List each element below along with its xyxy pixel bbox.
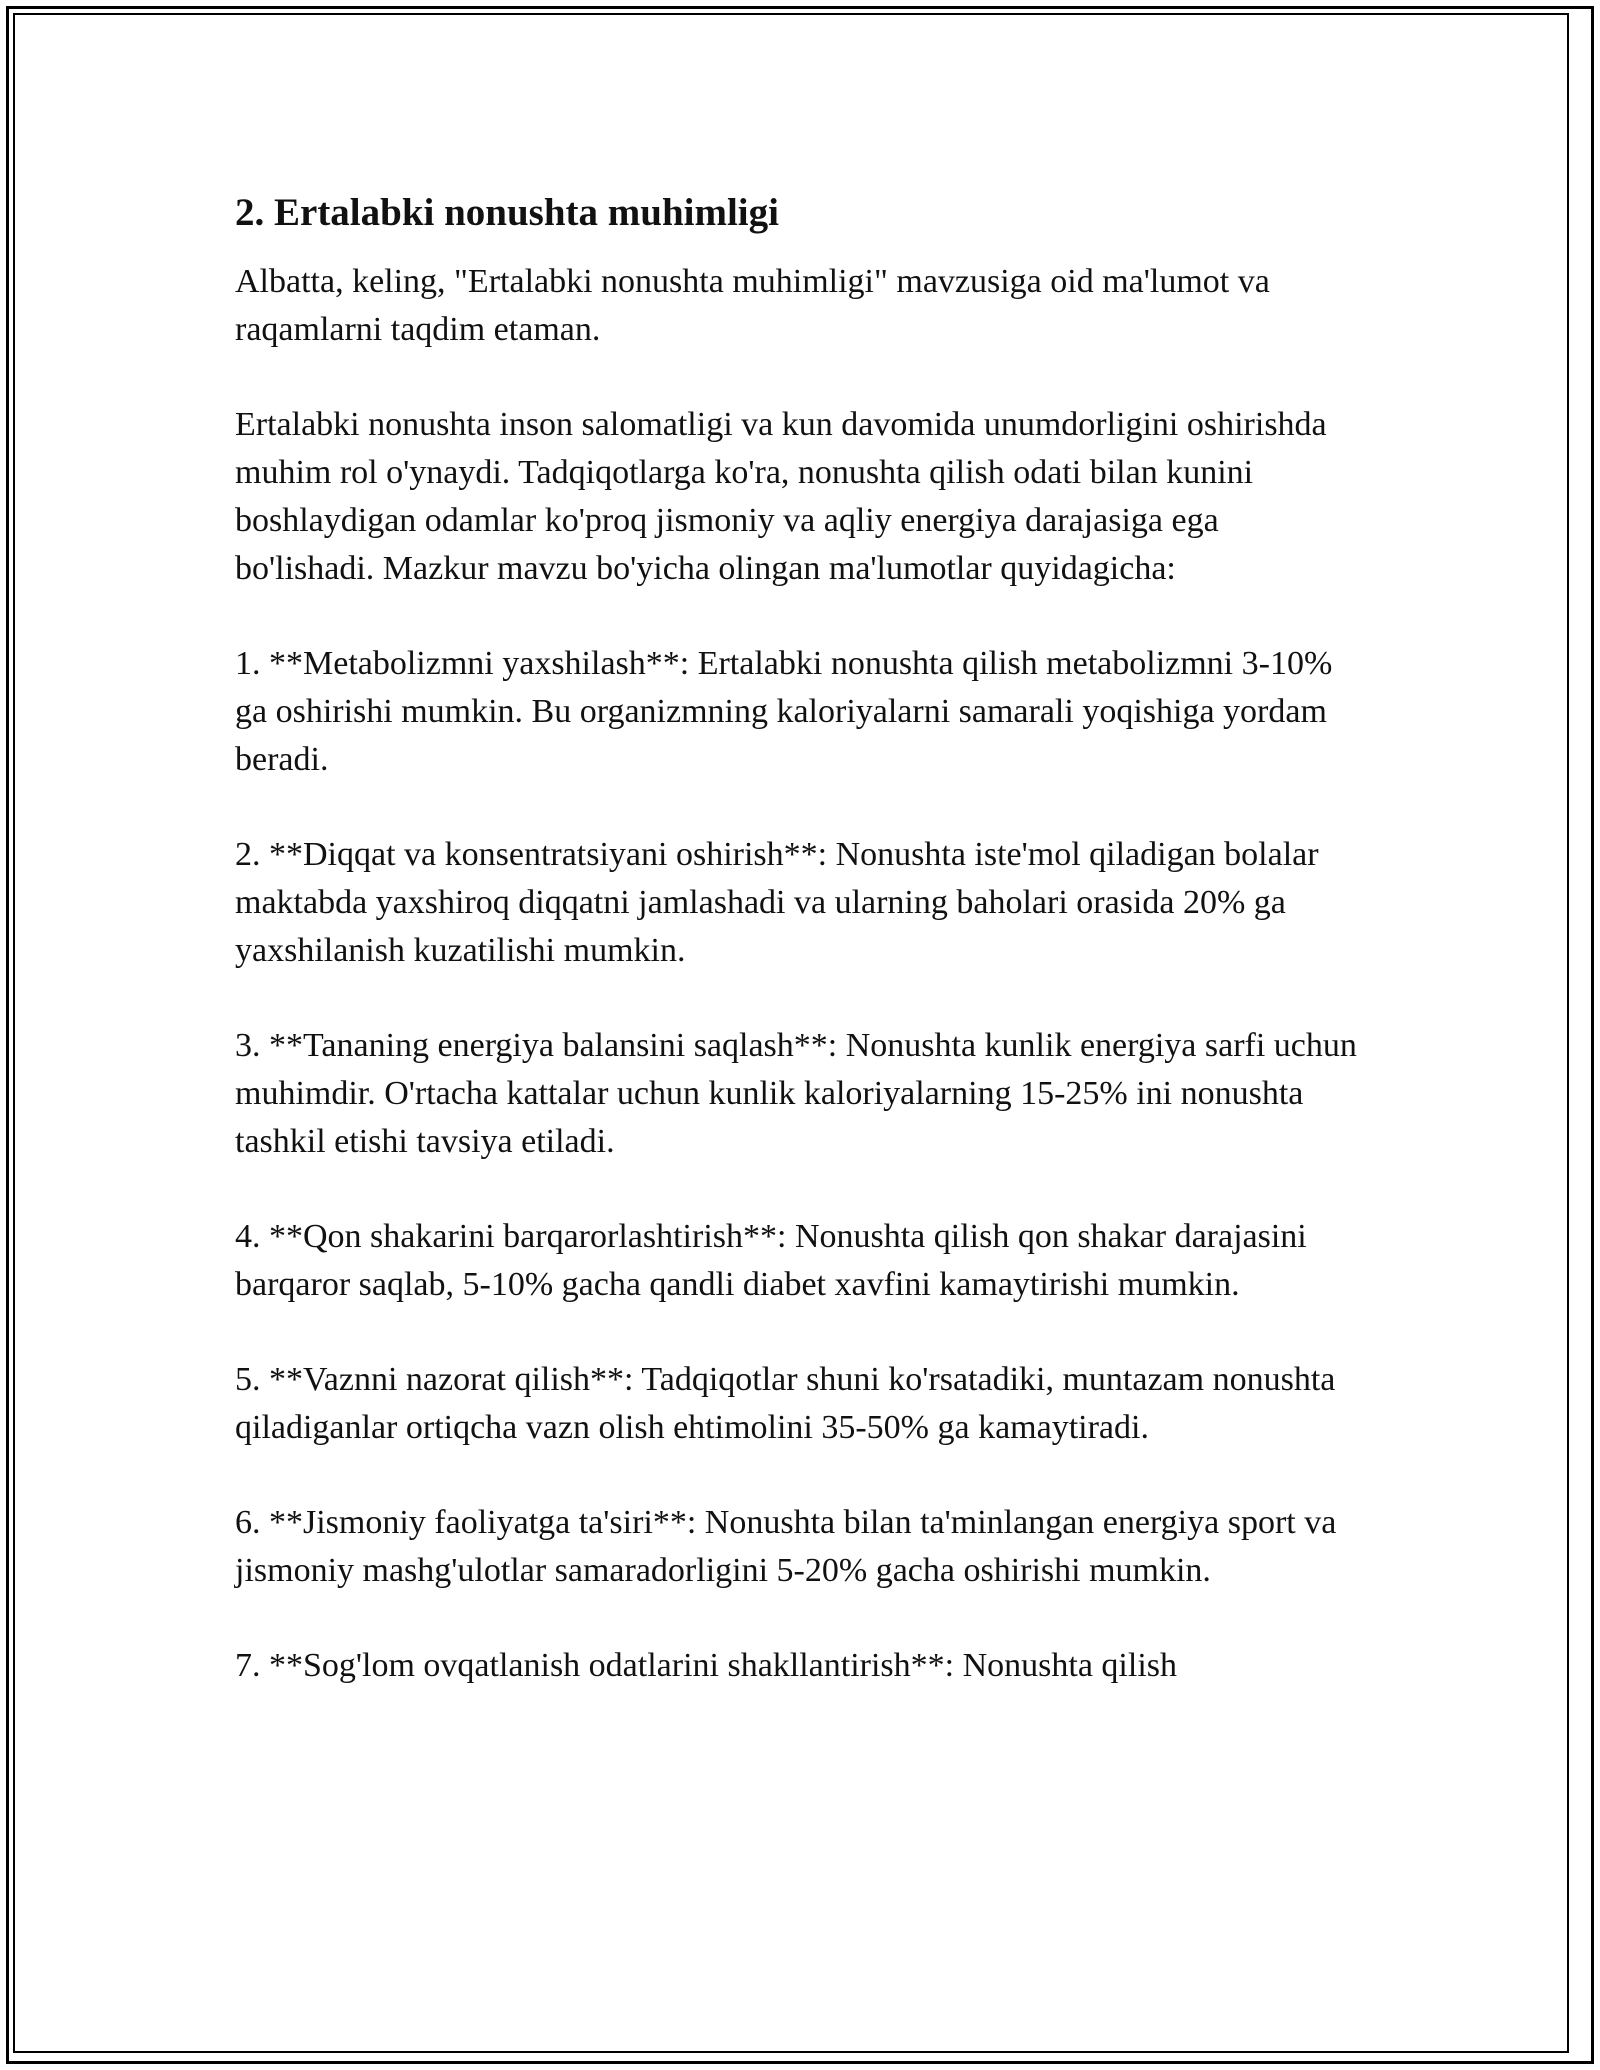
list-item-concentration: 2. **Diqqat va konsentratsiyani oshirish**: Nonushta iste'mol qiladigan bolalar maktabda yaxshiroq diqqatni jamlashadi va ularning baholari orasida 20% ga yaxshilanish kuzatilishi mumkin. xyxy=(235,836,1319,969)
list-item-energy-balance: 3. **Tananing energiya balansini saqlash**: Nonushta kunlik energiya sarfi uchun muhimdir. O'rtacha kattalar uchun kunlik kaloriyalarning 15-25% ini nonushta tashkil etishi tavsiya etiladi. xyxy=(235,1027,1357,1160)
document-body xyxy=(235,186,1365,1690)
overview-paragraph: Ertalabki nonushta inson salomatligi va kun davomida unumdorligini oshirishda muhim rol o'ynaydi. Tadqiqotlarga ko'ra, nonushta qilish odati bilan kunini boshlaydigan odamlar ko'proq jismoniy va aqliy energiya darajasiga ega bo'lishadi. Mazkur mavzu bo'yicha olingan ma'lumotlar quyidagicha: xyxy=(235,406,1327,587)
section-title: 2. Ertalabki nonushta muhimligi xyxy=(235,191,779,234)
list-item-metabolism: 1. **Metabolizmni yaxshilash**: Ertalabki nonushta qilish metabolizmni 3-10% ga oshirishi mumkin. Bu organizmning kaloriyalarni samarali yoqishiga yordam beradi. xyxy=(235,645,1333,778)
intro-paragraph: Albatta, keling, "Ertalabki nonushta muhimligi" mavzusiga oid ma'lumot va raqamlarni taqdim etaman. xyxy=(235,263,1270,348)
list-item-blood-sugar: 4. **Qon shakarini barqarorlashtirish**: Nonushta qilish qon shakar darajasini barqaror saqlab, 5-10% gacha qandli diabet xavfini kamaytirishi mumkin. xyxy=(235,1218,1307,1303)
list-item-physical-activity: 6. **Jismoniy faoliyatga ta'siri**: Nonushta bilan ta'minlangan energiya sport va jismoniy mashg'ulotlar samaradorligini 5-20% gacha oshirishi mumkin. xyxy=(235,1504,1337,1589)
list-item-weight-control: 5. **Vaznni nazorat qilish**: Tadqiqotlar shuni ko'rsatadiki, muntazam nonushta qiladiganlar ortiqcha vazn olish ehtimolini 35-50% ga kamaytiradi. xyxy=(235,1361,1336,1446)
list-item-healthy-habits: 7. **Sog'lom ovqatlanish odatlarini shakllantirish**: Nonushta qilish xyxy=(235,1647,1178,1684)
